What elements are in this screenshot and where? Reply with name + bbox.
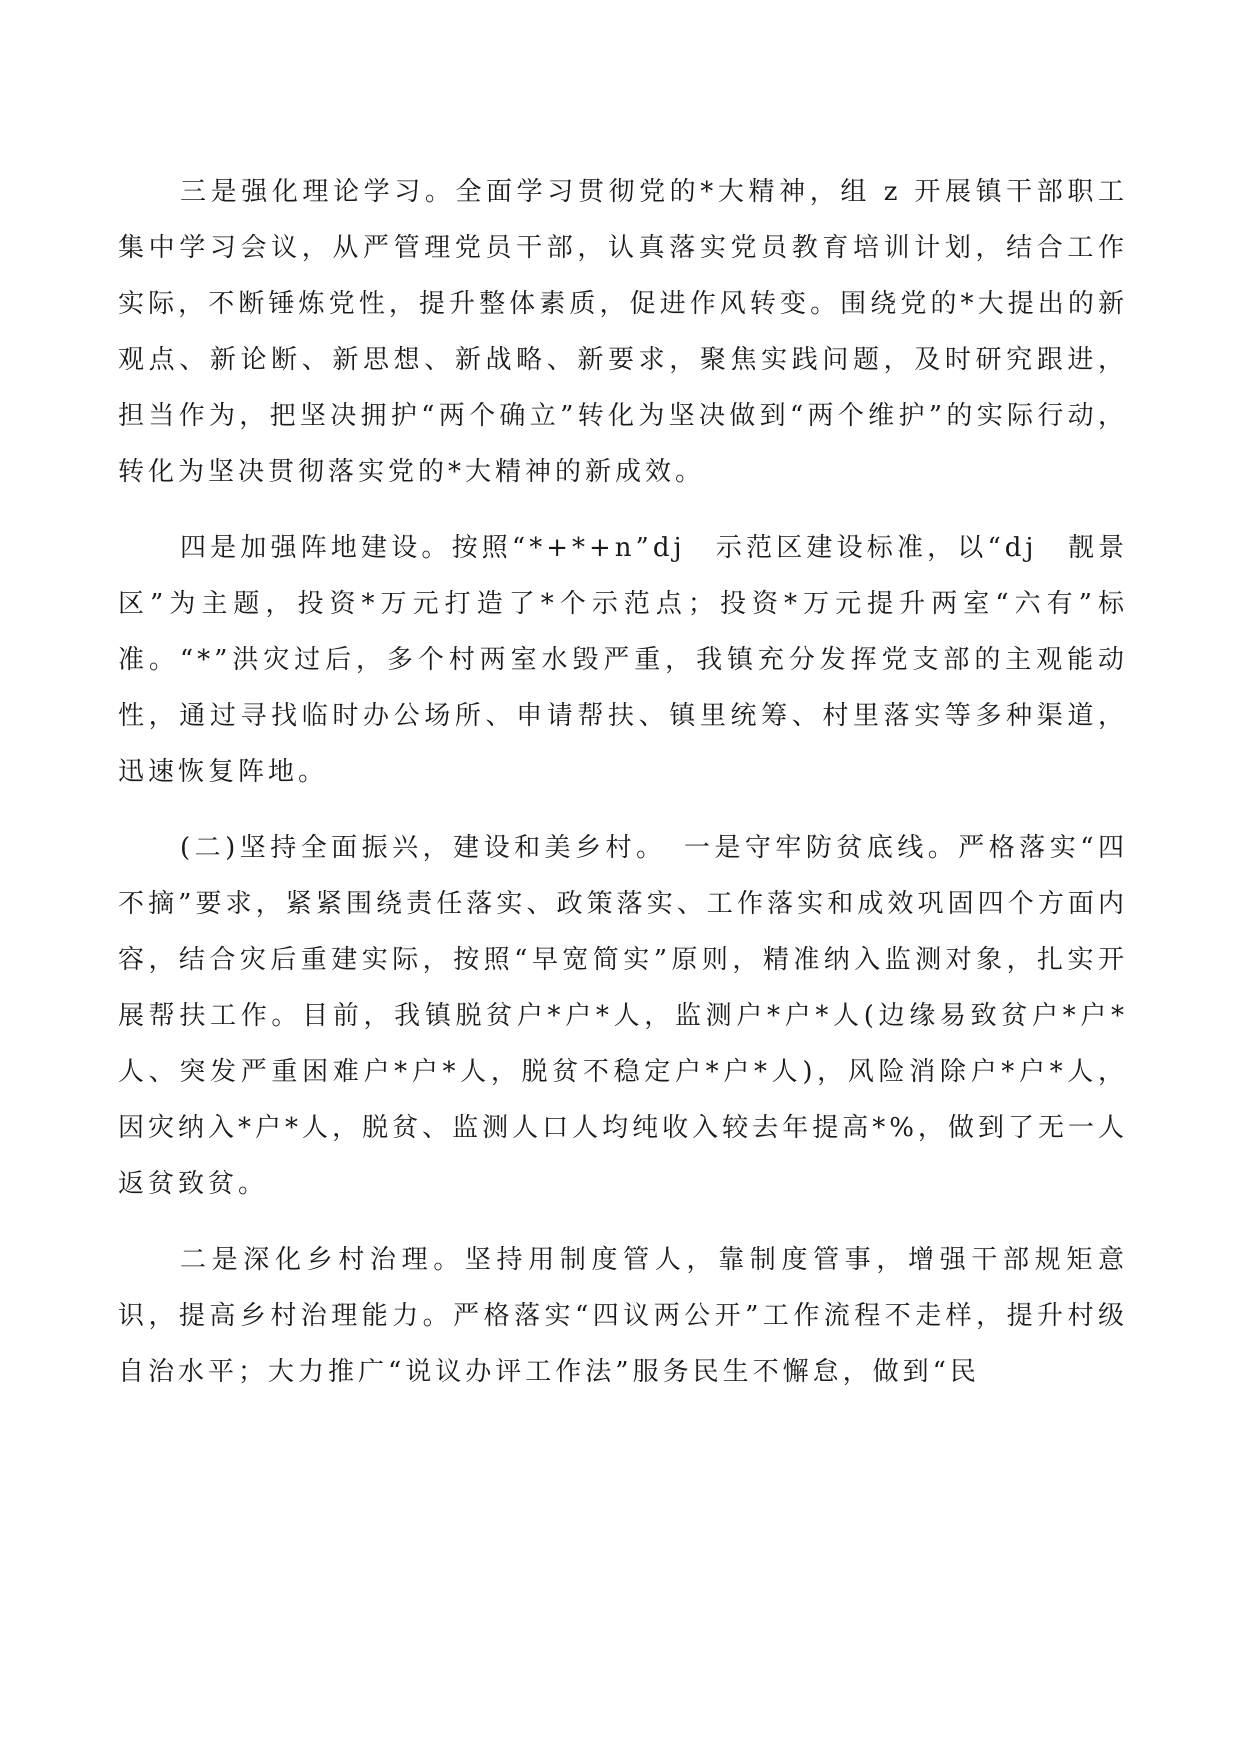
paragraph-rural-revitalization: (二)坚持全面振兴，建设和美乡村。 一是守牢防贫底线。严格落实“四不摘”要求，紧紧围绕责任落实、政策落实、工作落实和成效巩固四个方面内容，结合灾后重建实际，按照“早宽简实”原则，精准纳入监测对象，扎实开展帮扶工作。目前，我镇脱贫户*户*人，监测户*户*人(边缘易致贫户*户*人、突发严重困难户*户*人，脱贫不稳定户*户*人)，风险消除户*户*人，因灾纳入*户*人，脱贫、监测人口人均纯收入较去年提高*%，做到了无一人返贫致贫。	[118, 833, 1128, 1199]
paragraph-base-construction: 四是加强阵地建设。按照“*+*+n”dj 示范区建设标准，以“dj 靓景区”为主题，投资*万元打造了*个示范点；投资*万元提升两室“六有”标准。“*”洪灾过后，多个村两室水毁严重，我镇充分发挥党支部的主观能动性，通过寻找临时办公场所、申请帮扶、镇里统筹、村里落实等多种渠道，迅速恢复阵地。	[118, 533, 1128, 787]
paragraph-rural-governance: 二是深化乡村治理。坚持用制度管人，靠制度管事，增强干部规矩意识，提高乡村治理能力。严格落实“四议两公开”工作流程不走样，提升村级自治水平；大力推广“说议办评工作法”服务民生不懈怠，做到“民	[118, 1245, 1128, 1387]
paragraph-theory-study: 三是强化理论学习。全面学习贯彻党的*大精神，组 z 开展镇干部职工集中学习会议，从严管理党员干部，认真落实党员教育培训计划，结合工作实际，不断锤炼党性，提升整体素质，促进作风转变。围绕党的*大提出的新观点、新论断、新思想、新战略、新要求，聚焦实践问题，及时研究跟进，担当作为，把坚决拥护“两个确立”转化为坚决做到“两个维护”的实际行动，转化为坚决贯彻落实党的*大精神的新成效。	[118, 177, 1128, 487]
body-text	[118, 164, 1128, 1400]
